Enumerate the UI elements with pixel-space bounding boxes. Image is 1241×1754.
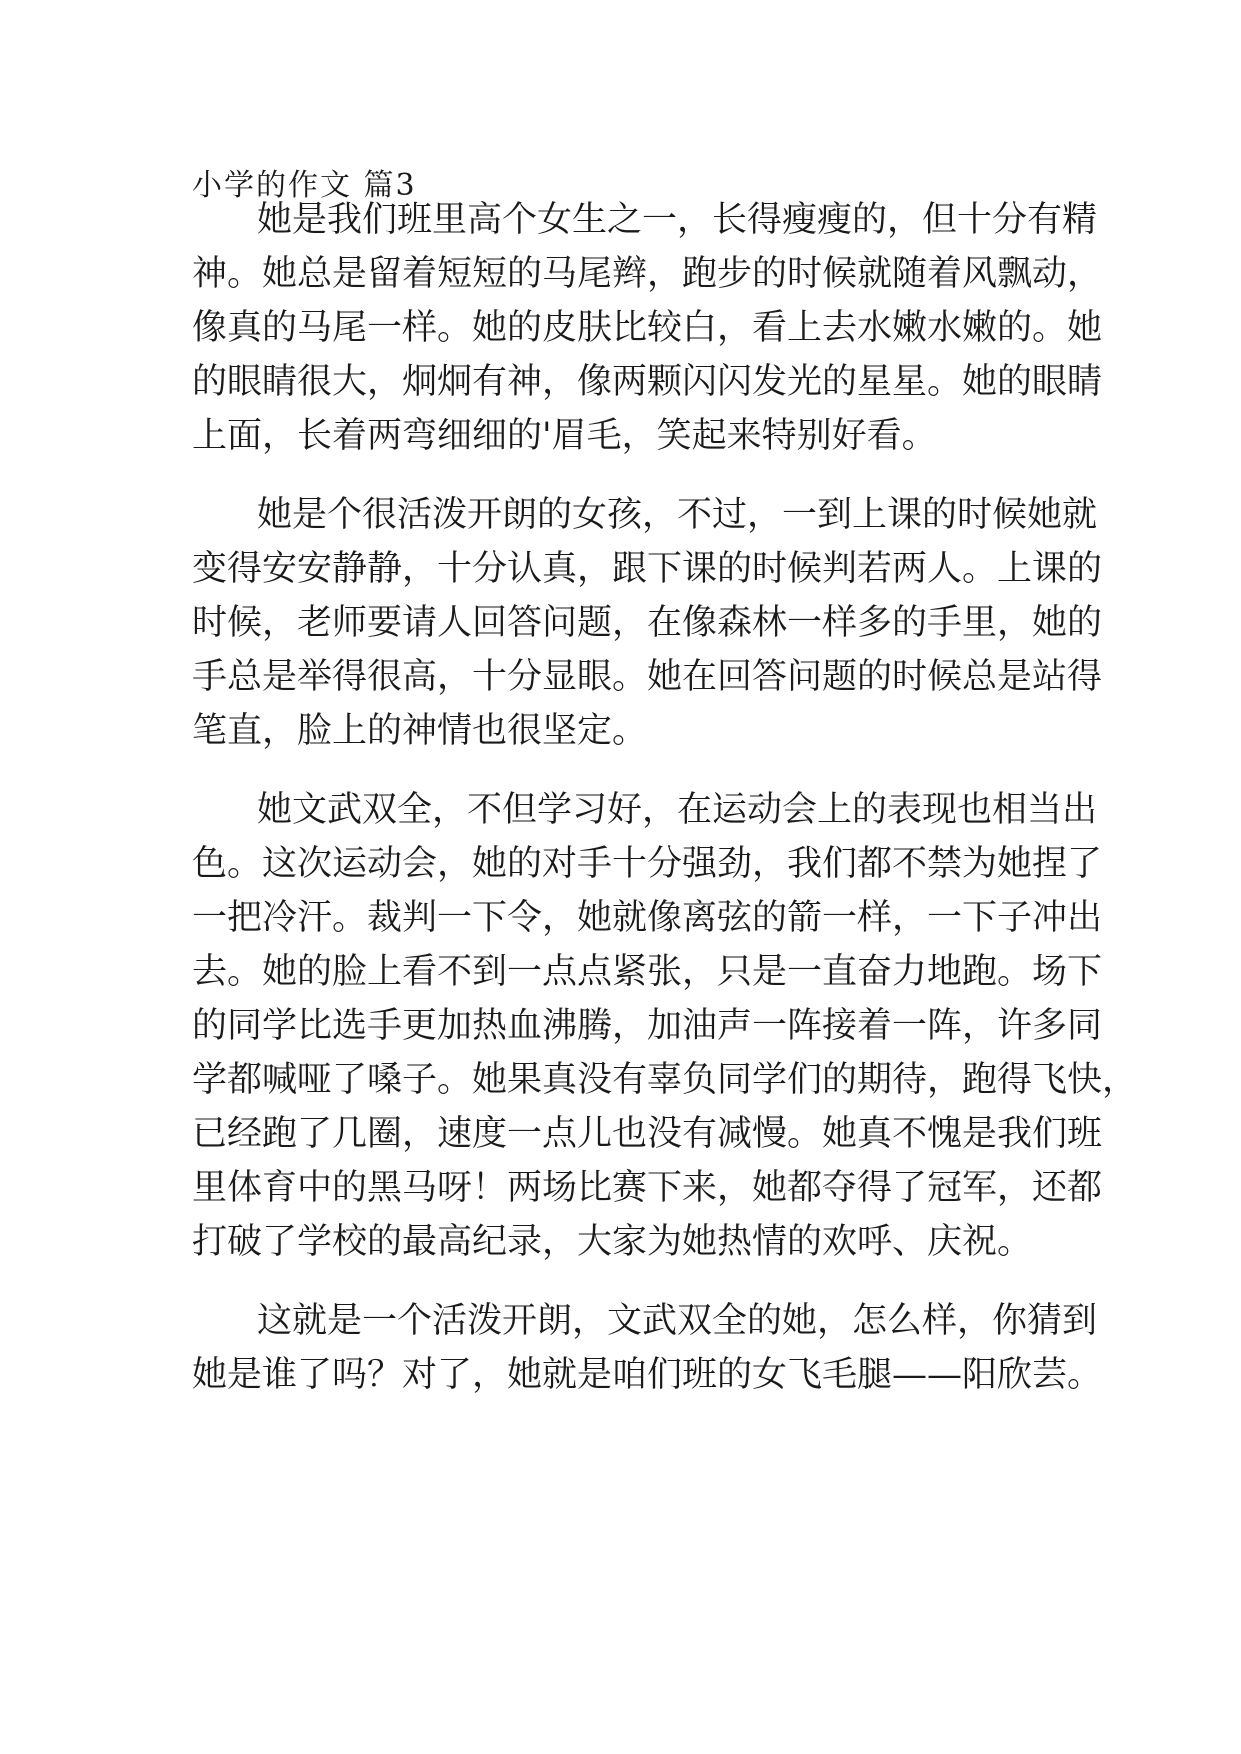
text-line: 神。她总是留着短短的马尾辫，跑步的时候就随着风飘动，: [192, 254, 1103, 294]
text-line: 里体育中的黑马呀！两场比赛下来，她都夺得了冠军，还都: [192, 1168, 1103, 1208]
text-line: 的同学比选手更加热血沸腾，加油声一阵接着一阵，许多同: [192, 1006, 1103, 1046]
text-line: 她文武双全，不但学习好，在运动会上的表现也相当出: [257, 790, 1098, 830]
document-title: 小学的作文 篇3: [192, 168, 417, 203]
text-line: 她是我们班里高个女生之一，长得瘦瘦的，但十分有精: [257, 200, 1098, 240]
text-line: 这就是一个活泼开朗，文武双全的她，怎么样，你猜到: [257, 1301, 1098, 1341]
text-line: 她是个很活泼开朗的女孩，不过，一到上课的时候她就: [257, 495, 1098, 535]
text-line: 色。这次运动会，她的对手十分强劲，我们都不禁为她捏了: [192, 844, 1103, 884]
text-line: 笔直，脸上的神情也很坚定。: [192, 711, 648, 751]
text-line: 手总是举得很高，十分显眼。她在回答问题的时候总是站得: [192, 657, 1103, 697]
text-line: 学都喊哑了嗓子。她果真没有辜负同学们的期待，跑得飞快，: [192, 1060, 1138, 1100]
text-line: 变得安安静静，十分认真，跟下课的时候判若两人。上课的: [192, 549, 1103, 589]
text-line: 上面，长着两弯细细的'眉毛，笑起来特别好看。: [192, 416, 937, 456]
text-line: 去。她的脸上看不到一点点紧张，只是一直奋力地跑。场下: [192, 952, 1103, 992]
text-line: 她是谁了吗？对了，她就是咱们班的女飞毛腿——阳欣芸。: [192, 1355, 1103, 1395]
text-line: 时候，老师要请人回答问题，在像森林一样多的手里，她的: [192, 603, 1103, 643]
text-line: 已经跑了几圈，速度一点儿也没有减慢。她真不愧是我们班: [192, 1114, 1103, 1154]
text-line: 一把冷汗。裁判一下令，她就像离弦的箭一样，一下子冲出: [192, 898, 1103, 938]
text-line: 的眼睛很大，炯炯有神，像两颗闪闪发光的星星。她的眼睛: [192, 362, 1103, 402]
text-line: 像真的马尾一样。她的皮肤比较白，看上去水嫩水嫩的。她: [192, 308, 1103, 348]
text-line: 打破了学校的最高纪录，大家为她热情的欢呼、庆祝。: [192, 1222, 1033, 1262]
